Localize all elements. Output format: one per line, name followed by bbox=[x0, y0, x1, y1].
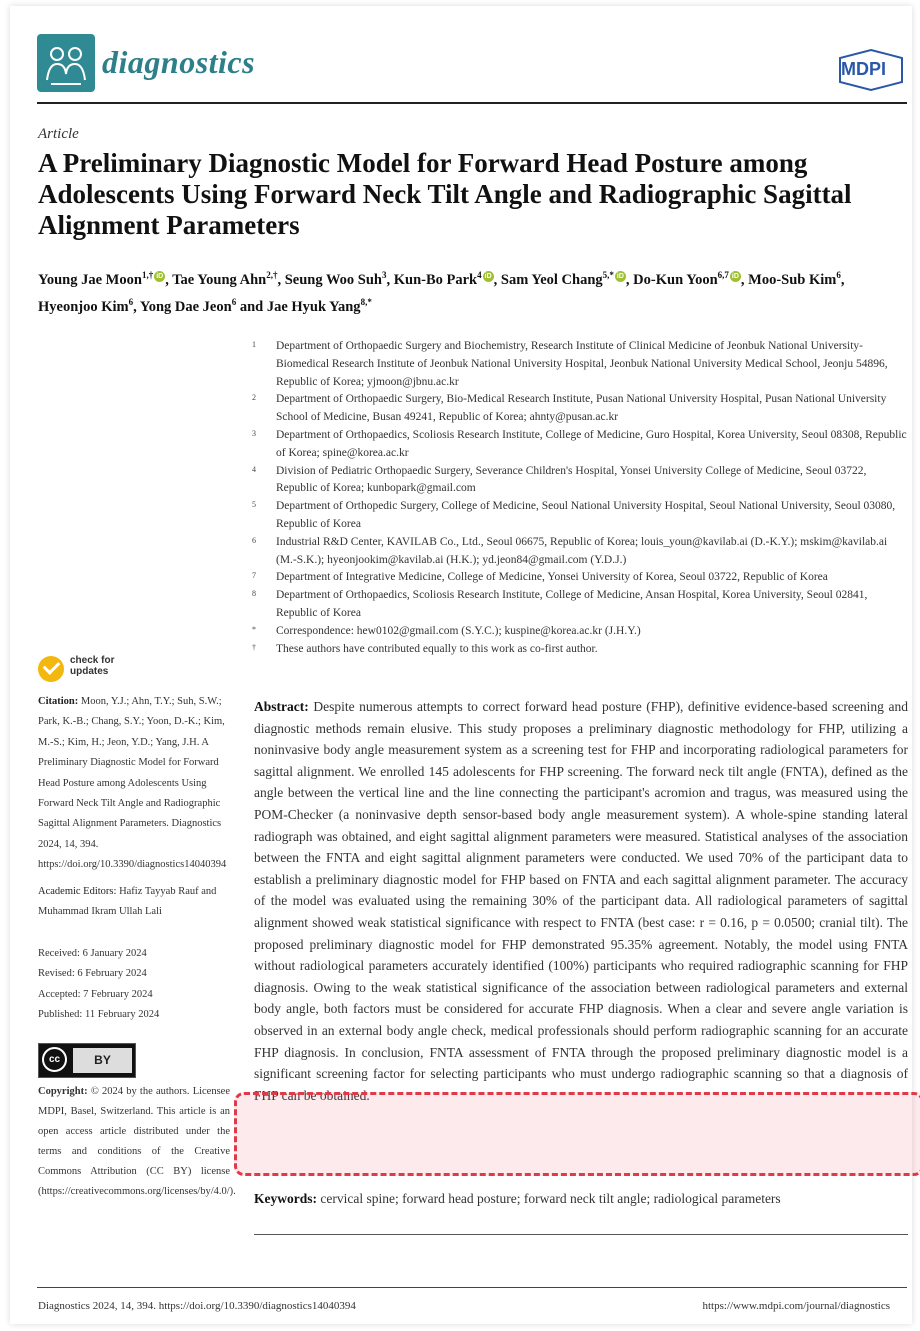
cc-by-label: BY bbox=[73, 1048, 132, 1073]
affiliation-text: Department of Orthopedic Surgery, College of Medicine, Seoul National University Hospital, Seoul National University, Seoul 03080, Republic of Korea bbox=[276, 500, 896, 530]
publisher-name: MDPI bbox=[841, 59, 886, 79]
article-title: A Preliminary Diagnostic Model for Forward Head Posture among Adolescents Using Forward Neck Tilt Angle and Radiographic Sagittal Alignment Parameters bbox=[38, 148, 852, 240]
article-type: Article bbox=[38, 126, 79, 142]
revised-date: Revised: 6 February 2024 bbox=[38, 968, 147, 980]
header-rule bbox=[37, 102, 907, 104]
cc-license-badge[interactable] bbox=[38, 1043, 136, 1078]
keywords bbox=[254, 1189, 908, 1209]
author-list: Young Jae Moon$^{1,\dagger}$ iD , Tae Young Ahn$^{2,\dagger}$, Seung Woo Suh$^3$, Kun-Bo Park$^4$ iD , Sam Yeol Chang$^{5,*}$ iD , Do-Kun Yoon$^{6,7}$ iD , Moo-Sub Kim$^6$, Hyeonjoo Kim$^6$, Yong Dae Jeon$^6$ and Jae Hyuk Yang$^{8,*}$ bbox=[38, 270, 845, 315]
abstract-text: Despite numerous attempts to correct forward head posture (FHP), definitive evidence-based screening and diagnostic methods remain elusive. This study proposes a preliminary diagnostic methodology for FHP, utilizing a noninvasive body angle measurement system as a screening test for FHP and incorporating radiological parameters for sagittal alignment. We enrolled 145 adolescents for FHP screening. The forward neck tilt angle (FNTA), defined as the angle between the vertical line and the line connecting the participant's acromion and tragus, was measured using the POM-Checker (a noninvasive depth sensor-based body angle measurement system). A whole-spine standing lateral radiograph was obtained, and eight sagittal alignment parameters were measured. Statistical analyses of the association between the FNTA and eight sagittal alignment parameters were conducted. We used 70% of the participant data to establish a preliminary diagnostic model for FHP based on FNTA and each sagittal alignment parameter. The accuracy of the model was evaluated using the remaining 30% of the participant data. All radiological parameters of sagittal alignment showed weak statistical significance with respect to FNTA (best case: r = 0.16, p = 0.0500; cranial tilt). The proposed preliminary diagnostic model for FHP demonstrated 95.35% agreement. Notably, the model using FNTA without radiological parameters accurately identified (100%) participants who required radiographic scanning for FHP diagnosis. Owing to the weak statistical significance of the association between radiological parameters and external body angle, both factors must be considered for accurate FHP diagnosis. When a clear and severe angle variation is observed in an external body angle check, medical professionals should perform radiographic scanning for an accurate FHP diagnosis. In conclusion, FNTA assessment of FNTA through the proposed preliminary diagnostic model is a significant screening factor for selecting participants who must undergo radiographic scanning so that a diagnosis of FHP can be obtained. bbox=[254, 699, 908, 1103]
author-name: Kun-Bo Park bbox=[393, 271, 478, 288]
copyright-label: Copyright: bbox=[38, 1086, 88, 1097]
author-affiliation-marker: 1,† bbox=[141, 270, 154, 280]
affiliations bbox=[252, 338, 908, 658]
cc-icon: cc bbox=[42, 1047, 67, 1072]
check-updates-label: check for updates bbox=[70, 655, 115, 677]
paper-page bbox=[10, 6, 912, 1324]
citation-label: Citation: bbox=[38, 696, 79, 707]
affiliation-text: Correspondence: hew0102@gmail.com (S.Y.C.); kuspine@korea.ac.kr (J.H.Y.) bbox=[276, 624, 641, 637]
author-affiliation-marker: 5,* bbox=[602, 270, 614, 280]
affiliation-text: Division of Pediatric Orthopaedic Surgery, Severance Children's Hospital, Yonsei University College of Medicine, Seoul 03722, Republic of Korea; kunbopark@gmail.com bbox=[276, 464, 867, 495]
author-affiliation-marker: 6 bbox=[231, 296, 237, 307]
affiliation-item bbox=[252, 534, 908, 570]
affiliation-text: Department of Orthopaedics, Scoliosis Research Institute, College of Medicine, Guro Hospital, Korea University, Seoul 08308, Republic of Korea; spine@korea.ac.kr bbox=[276, 428, 907, 459]
author-name: Sam Yeol Chang bbox=[500, 271, 603, 288]
author-affiliation-marker: 4 bbox=[477, 270, 482, 280]
affiliation-number: 2 bbox=[252, 393, 256, 403]
citation-block bbox=[38, 692, 230, 922]
keywords-text: cervical spine; forward head posture; forward neck tilt angle; radiological parameters bbox=[320, 1191, 781, 1206]
abstract bbox=[254, 696, 908, 1106]
footer-journal-url[interactable]: https://www.mdpi.com/journal/diagnostics bbox=[702, 1300, 890, 1312]
author-name: Jae Hyuk Yang bbox=[266, 298, 361, 315]
abstract-label: Abstract: bbox=[254, 699, 309, 714]
affiliation-number: 3 bbox=[252, 428, 256, 438]
author-name: Yong Dae Jeon bbox=[139, 298, 232, 315]
affiliation-item bbox=[252, 569, 908, 587]
affiliation-number: 7 bbox=[252, 571, 256, 581]
author-name: Young Jae Moon bbox=[38, 271, 142, 288]
affiliation-text: Industrial R&D Center, KAVILAB Co., Ltd., Seoul 06675, Republic of Korea; louis_youn@kavilab.ai (D.-K.Y.); mskim@kavilab.ai (M.-S.K.); hyeonjookim@kavilab.ai (H.K.); yd.jeon84@gmail.com (Y.D.J.) bbox=[276, 535, 888, 566]
footer-citation[interactable]: Diagnostics 2024, 14, 394. https://doi.org/10.3390/diagnostics14040394 bbox=[38, 1300, 356, 1312]
orcid-icon[interactable]: iD bbox=[156, 273, 164, 280]
author-name: Seung Woo Suh bbox=[284, 271, 382, 288]
author-affiliation-marker: 8,* bbox=[360, 296, 372, 307]
published-date: Published: 11 February 2024 bbox=[38, 1009, 160, 1021]
author-name: Do-Kun Yoon bbox=[633, 271, 718, 288]
author-affiliation-marker: 6 bbox=[128, 296, 134, 307]
affiliation-number: 6 bbox=[252, 535, 256, 545]
keywords-label: Keywords: bbox=[254, 1191, 317, 1206]
affiliation-item bbox=[252, 338, 908, 391]
affiliation-number: 5 bbox=[252, 500, 256, 510]
author-name: Tae Young Ahn bbox=[172, 271, 267, 288]
editors-text: Hafiz Tayyab Rauf and Muhammad Ikram Ullah Lali bbox=[38, 885, 217, 918]
affiliation-item bbox=[252, 463, 908, 499]
affiliation-number: 1 bbox=[252, 340, 256, 349]
highlight-annotation bbox=[234, 1092, 920, 1176]
check-updates-icon bbox=[38, 656, 64, 682]
footer-rule bbox=[37, 1287, 907, 1288]
copyright-text: © 2024 by the authors. Licensee MDPI, Basel, Switzerland. This article is an open access article distributed under the terms and conditions of the Creative Commons Attribution (CC BY) license (https://creativecommons.org/licenses/by/4.0/). bbox=[38, 1086, 236, 1197]
received-date: Received: 6 January 2024 bbox=[38, 948, 147, 959]
editors-label: Academic Editors: bbox=[38, 885, 117, 897]
affiliation-item bbox=[252, 623, 908, 641]
affiliation-item bbox=[252, 641, 908, 659]
orcid-icon[interactable]: iD bbox=[484, 273, 492, 280]
journal-name: diagnostics bbox=[102, 44, 256, 80]
affiliation-number: * bbox=[252, 624, 256, 634]
affiliation-text: Department of Orthopaedics, Scoliosis Research Institute, College of Medicine, Ansan Hospital, Korea University, Seoul 02841, Republic of Korea bbox=[276, 589, 868, 619]
affiliation-number: 4 bbox=[252, 464, 256, 474]
affiliation-item bbox=[252, 427, 908, 463]
affiliation-text: Department of Orthopaedic Surgery and Biochemistry, Research Institute of Clinical Medicine of Jeonbuk National University-Biomedical Research Institute of Jeonbuk National University Hospital, Jeonbuk National University Medical School, Jeonju 54896, Republic of Korea; yjmoon@jbnu.ac.kr bbox=[276, 340, 888, 388]
affiliation-text: Department of Orthopaedic Surgery, Bio-Medical Research Institute, Pusan National University Hospital, Pusan National University School of Medicine, Busan 49241, Republic of Korea; ahnty@pusan.ac.kr bbox=[276, 393, 887, 424]
check-for-updates-button[interactable] bbox=[38, 654, 158, 684]
affiliation-item bbox=[252, 587, 908, 623]
affiliation-item bbox=[252, 498, 908, 534]
author-affiliation-marker: 6 bbox=[836, 270, 841, 280]
author-affiliation-marker: 6,7 bbox=[717, 270, 729, 280]
author-affiliation-marker: 2,† bbox=[266, 270, 278, 280]
affiliation-number: 8 bbox=[252, 589, 256, 599]
journal-logo-icon bbox=[37, 34, 95, 92]
orcid-icon[interactable]: iD bbox=[731, 273, 739, 280]
affiliation-item bbox=[252, 391, 908, 427]
affiliation-text: Department of Integrative Medicine, College of Medicine, Yonsei University of Korea, Seoul 03722, Republic of Korea bbox=[276, 571, 828, 584]
copyright-block bbox=[38, 1082, 236, 1202]
keywords-rule bbox=[254, 1234, 908, 1235]
affiliation-number: † bbox=[252, 642, 256, 652]
accepted-date: Accepted: 7 February 2024 bbox=[38, 988, 153, 1000]
author-affiliation-marker: 3 bbox=[381, 270, 387, 280]
author-name: Moo-Sub Kim bbox=[748, 271, 837, 288]
citation-text: Moon, Y.J.; Ahn, T.Y.; Suh, S.W.; Park, K.-B.; Chang, S.Y.; Yoon, D.-K.; Kim, M.-S.; Kim, H.; Jeon, Y.D.; Yang, J.H. A Preliminary Diagnostic Model for Forward Head Posture among Adolescents Using Forward Neck Tilt Angle and Radiographic Sagittal Alignment Parameters. Diagnostics 2024, 14, 394. https://doi.org/10.3390/diagnostics14040394 bbox=[38, 696, 227, 871]
author-name: Hyeonjoo Kim bbox=[38, 298, 129, 315]
affiliation-text: These authors have contributed equally to this work as co-first author. bbox=[276, 642, 598, 655]
publication-dates bbox=[38, 944, 228, 1026]
orcid-icon[interactable]: iD bbox=[616, 273, 624, 280]
